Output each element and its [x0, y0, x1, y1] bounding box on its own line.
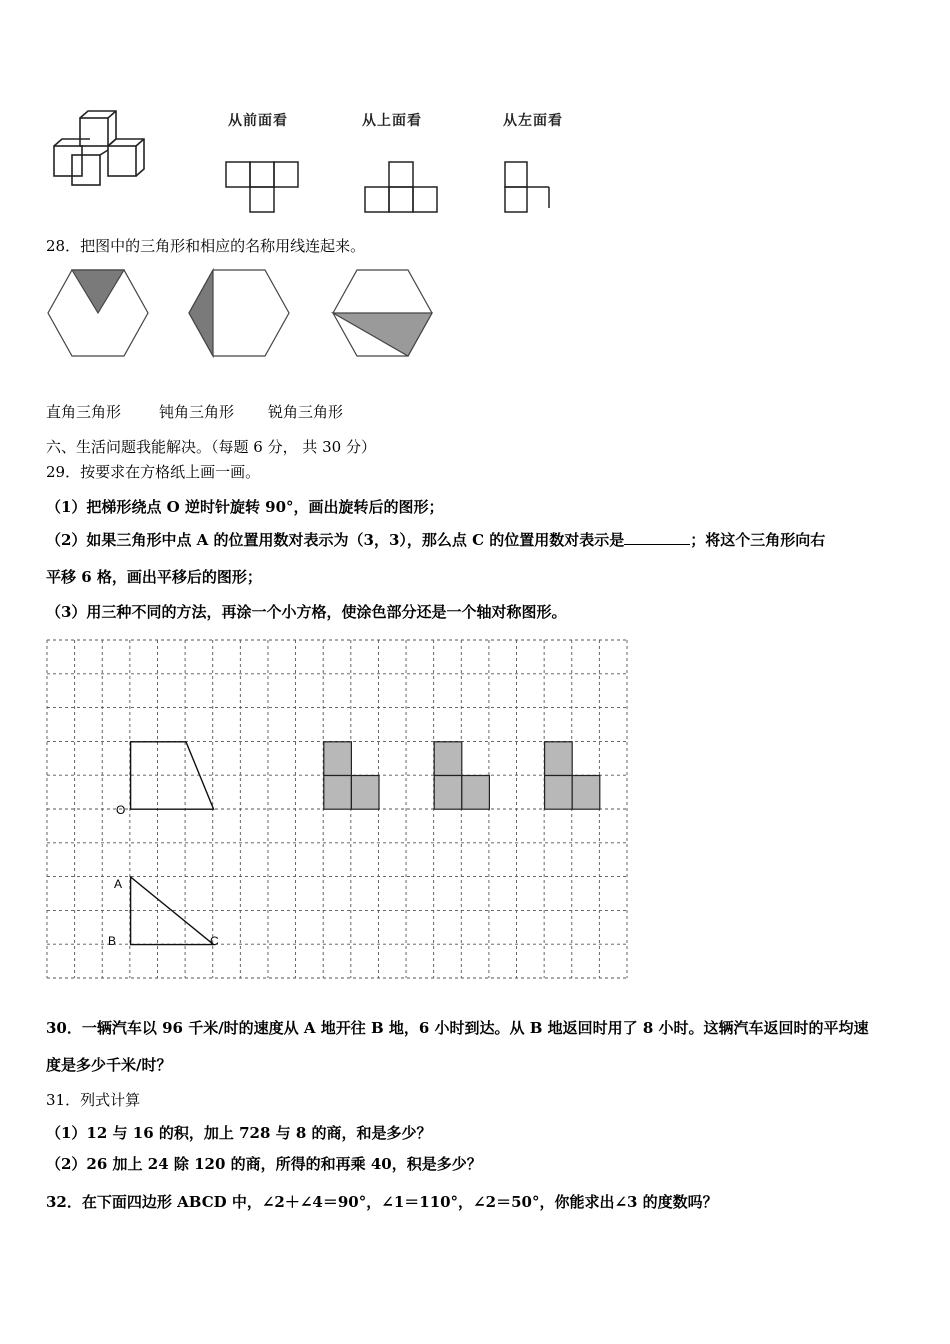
point-a-label: A	[114, 877, 123, 891]
q31-part1: （1）12 与 16 的积，加上 728 与 8 的商，和是多少？	[46, 1124, 432, 1142]
q29-part2-a: （2）如果三角形中点 A 的位置用数对表示为（3，3），那么点 C 的位置用数对表示是	[46, 531, 625, 549]
q29-part3: （3）用三种不同的方法，再涂一个小方格，使涂色部分还是一个轴对称图形。	[46, 603, 567, 621]
point-b-label: B	[108, 934, 117, 948]
shaded-shape-3	[545, 742, 600, 809]
q29-part1: （1）把梯形绕点 O 逆时针旋转 90°，画出旋转后的图形；	[46, 498, 444, 516]
triangle-name-obtuse: 钝角三角形	[159, 403, 235, 421]
q28-text: 28．把图中的三角形和相应的名称用线连起来。	[46, 237, 366, 255]
shaded-shape-2	[434, 742, 489, 809]
q29-text: 29．按要求在方格纸上画一画。	[46, 463, 261, 481]
q31-part2: （2）26 加上 24 除 120 的商，所得的和再乘 40，积是多少？	[46, 1155, 482, 1173]
q29-part2-b: ；将这个三角形向右	[690, 531, 826, 549]
front-view-label: 从前面看	[228, 113, 288, 129]
section6-title: 六、生活问题我能解决。（每题 6 分， 共 30 分）	[46, 438, 376, 456]
point-c-label: C	[210, 934, 219, 948]
q31-title: 31．列式计算	[46, 1091, 141, 1109]
q30-line2: 度是多少千米/时？	[46, 1056, 172, 1074]
triangle-name-acute: 锐角三角形	[268, 403, 344, 421]
shaded-shape-1	[324, 742, 379, 809]
q29-part2-line2: 平移 6 格，画出平移后的图形；	[46, 568, 262, 586]
triangle-name-right: 直角三角形	[46, 403, 122, 421]
top-view-label: 从上面看	[362, 113, 422, 129]
point-o-label: O	[116, 803, 126, 817]
left-view-label: 从左面看	[503, 113, 563, 129]
q30-line1: 30．一辆汽车以 96 千米/时的速度从 A 地开往 B 地，6 小时到达。从 B 地返回时用了 8 小时。这辆汽车返回时的平均速	[46, 1019, 869, 1037]
q32-text: 32．在下面四边形 ABCD 中，∠2＋∠4＝90°，∠1＝110°，∠2＝50°，你能求出∠3 的度数吗？	[46, 1193, 718, 1211]
